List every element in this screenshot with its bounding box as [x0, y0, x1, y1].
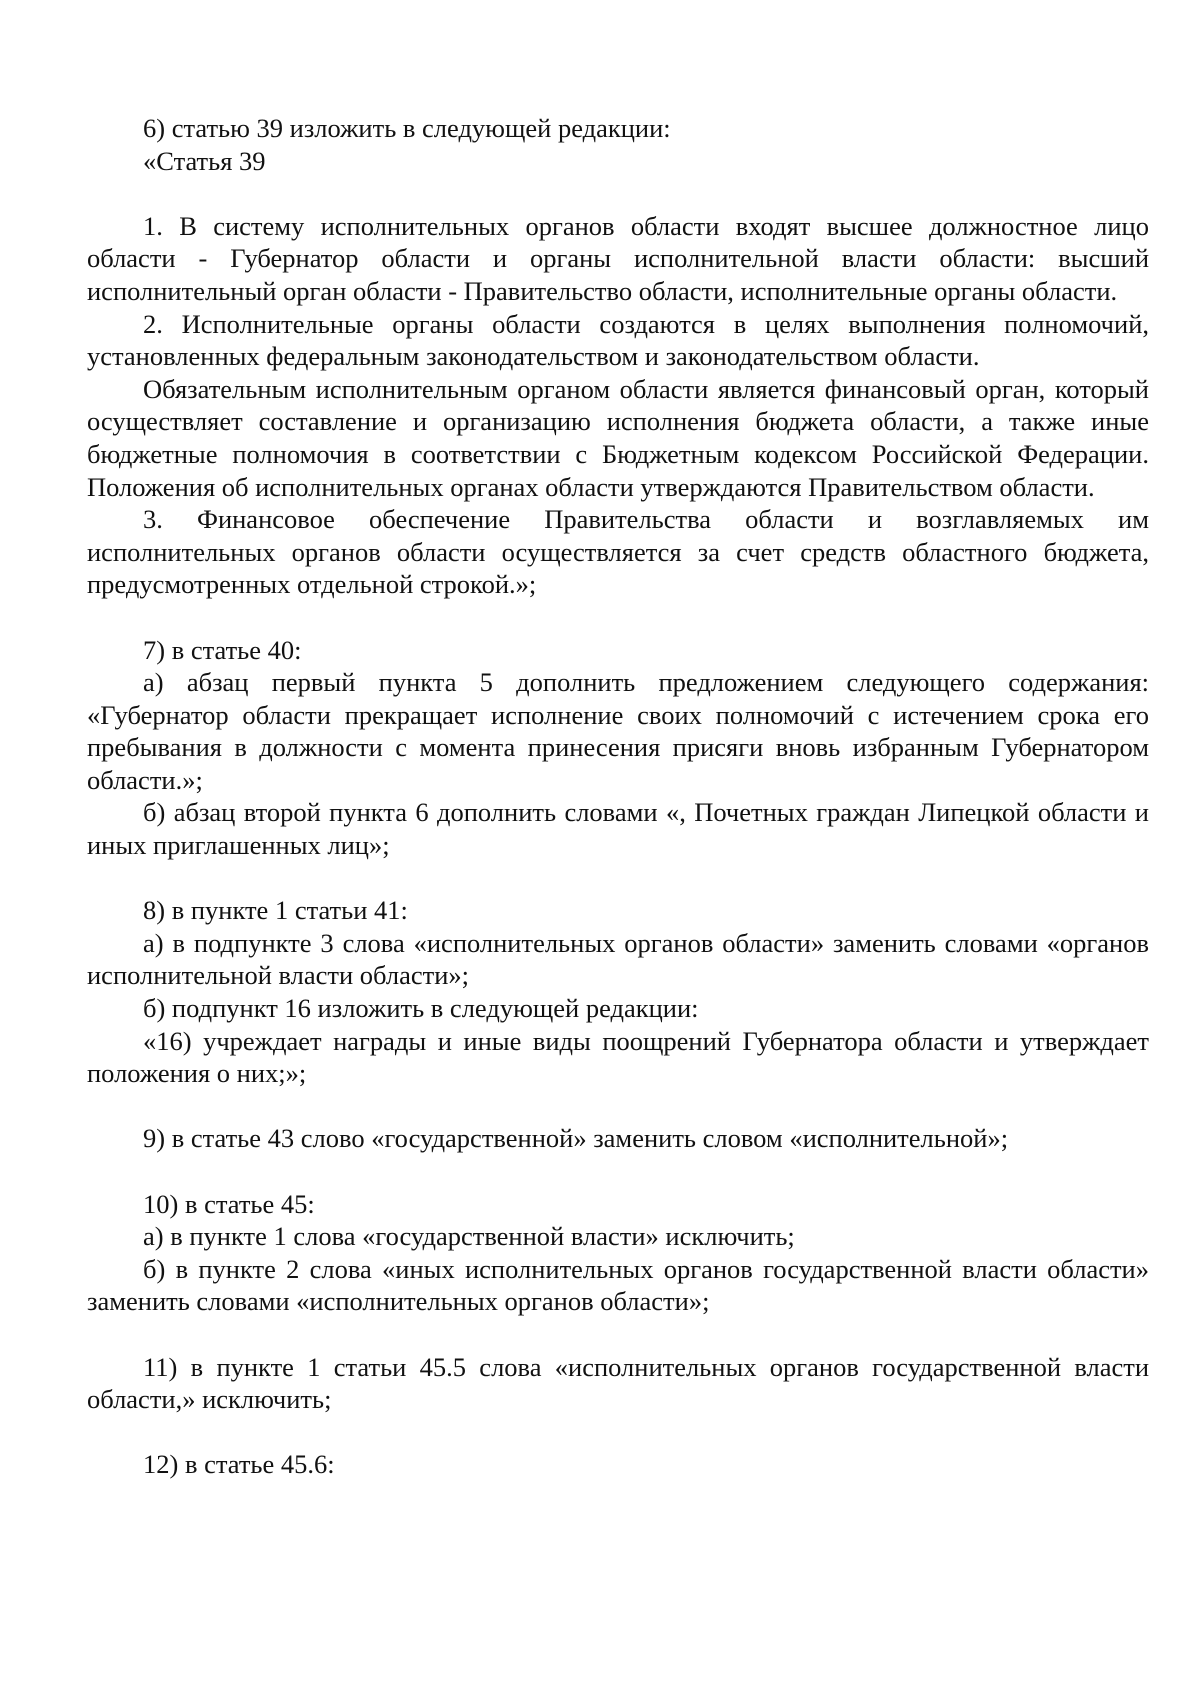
paragraph: а) в подпункте 3 слова «исполнительных органов области» заменить словами «органов исполнительной власти области»; — [87, 927, 1149, 991]
paragraph: Обязательным исполнительным органом области является финансовый орган, который осуществляет составление и организацию исполнения бюджета области, а также иные бюджетные полномочия в соответствии с Бюджетным кодексом Российской Федерации. Положения об исполнительных органах области утверждаются Правительством области. — [87, 373, 1149, 502]
paragraph: 7) в статье 40: — [143, 634, 302, 665]
paragraph: 2. Исполнительные органы области создаются в целях выполнения полномочий, установленных федеральным законодательством и законодательством области. — [87, 308, 1149, 372]
paragraph: 6) статью 39 изложить в следующей редакции: — [143, 113, 671, 143]
paragraph: 9) в статье 43 слово «государственной» заменить словом «исполнительной»; — [143, 1123, 1009, 1154]
paragraph: б) в пункте 2 слова «иных исполнительных органов государственной власти области» заменить словами «исполнительных органов области»; — [87, 1253, 1149, 1317]
document-page — [87, 112, 1149, 1481]
paragraph: 1. В систему исполнительных органов области входят высшее должностное лицо области - Губернатор области и органы исполнительной власти области: высший исполнительный орган области - Правительство области, исполнительные органы области. — [87, 210, 1149, 306]
paragraph: 11) в пункте 1 статьи 45.5 слова «исполнительных органов государственной власти области,» исключить; — [87, 1351, 1149, 1415]
paragraph: а) абзац первый пункта 5 дополнить предложением следующего содержания: «Губернатор области прекращает исполнение своих полномочий с истечением срока его пребывания в должности с момента принесения присяги вновь избранным Губернатором области.»; — [87, 667, 1149, 795]
paragraph: «16) учреждает награды и иные виды поощрений Губернатора области и утверждает положения о них;»; — [87, 1025, 1149, 1089]
paragraph: б) подпункт 16 изложить в следующей редакции: — [143, 993, 699, 1024]
paragraph-gap — [87, 1090, 1149, 1123]
paragraph: 12) в статье 45.6: — [143, 1449, 335, 1480]
paragraph-gap — [87, 862, 1149, 895]
paragraph: 10) в статье 45: — [143, 1188, 315, 1219]
paragraph: 3. Финансовое обеспечение Правительства области и возглавляемых им исполнительных органов области осуществляется за счет средств областного бюджета, предусмотренных отдельной строкой.»; — [87, 504, 1149, 600]
paragraph-gap — [87, 1416, 1149, 1449]
paragraph: б) абзац второй пункта 6 дополнить словами «, Почетных граждан Липецкой области и иных приглашенных лиц»; — [87, 797, 1149, 861]
paragraph: «Статья 39 — [143, 145, 266, 176]
paragraph-gap — [87, 601, 1149, 634]
paragraph-gap — [87, 1155, 1149, 1188]
paragraph-gap — [87, 177, 1149, 210]
paragraph: а) в пункте 1 слова «государственной власти» исключить; — [143, 1221, 795, 1252]
paragraph-gap — [87, 1318, 1149, 1351]
paragraph: 8) в пункте 1 статьи 41: — [143, 895, 408, 926]
